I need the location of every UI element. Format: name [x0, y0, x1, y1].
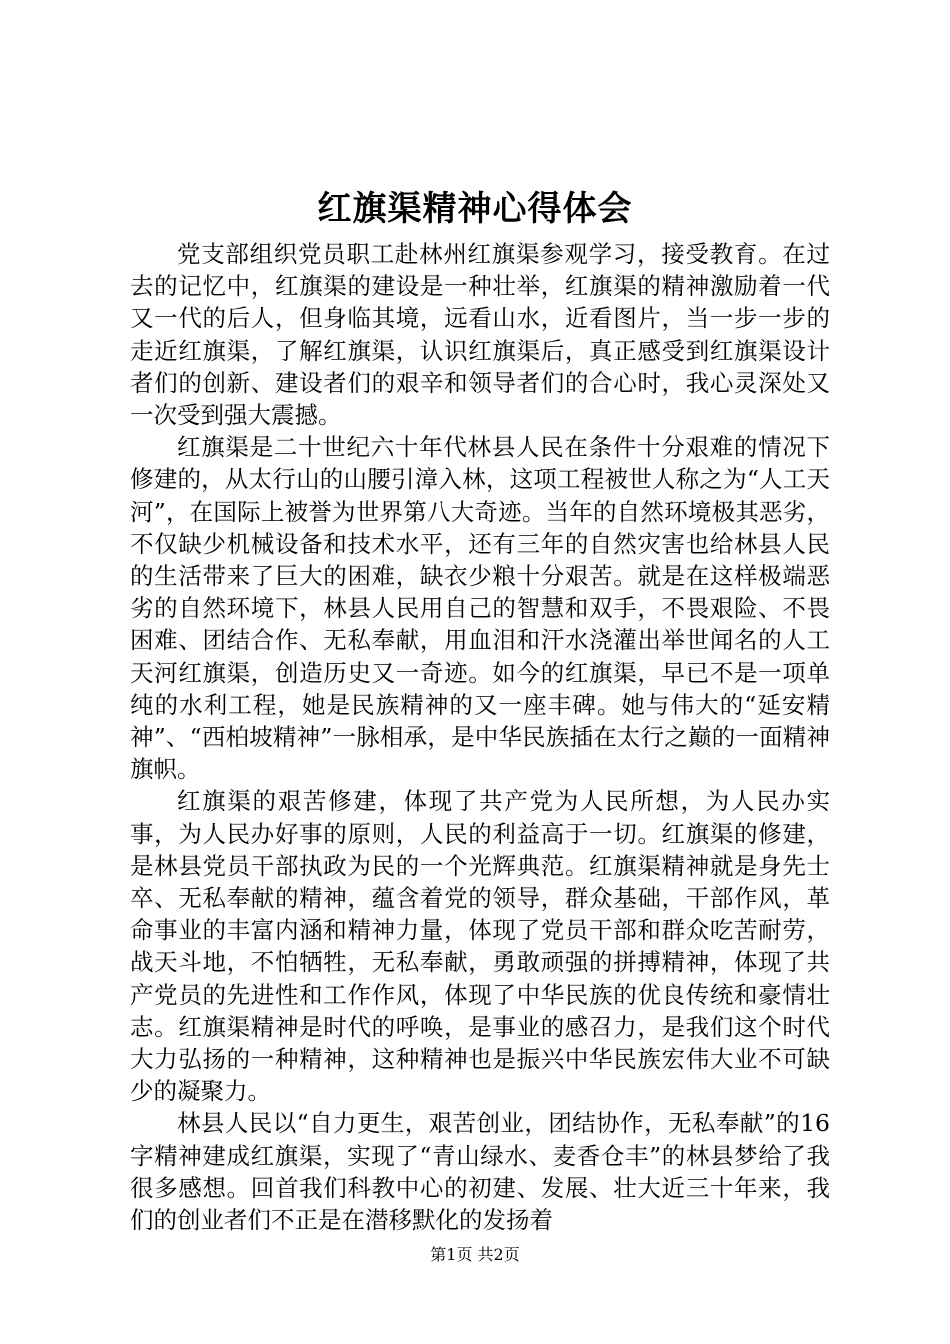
paragraph-1: 党支部组织党员职工赴林州红旗渠参观学习，接受教育。在过去的记忆中，红旗渠的建设是一种壮举，红旗渠的精神激励着一代又一代的后人，但身临其境，远看山水，近看图片，当一步一步的走近红旗渠，了解红旗渠，认识红旗渠后，真正感受到红旗渠设计者们的创新、建设者们的艰辛和领导者们的合心时，我心灵深处又一次受到强大震撼。: [130, 240, 830, 430]
paragraph-3: 红旗渠的艰苦修建，体现了共产党为人民所想，为人民办实事，为人民办好事的原则，人民的利益高于一切。红旗渠的修建，是林县党员干部执政为民的一个光辉典范。红旗渠精神就是身先士卒、无私奉献的精神，蕴含着党的领导，群众基础，干部作风，革命事业的丰富内涵和精神力量，体现了党员干部和群众吃苦耐劳，战天斗地，不怕牺牲，无私奉献，勇敢顽强的拼搏精神，体现了共产党员的先进性和工作作风，体现了中华民族的优良传统和豪情壮志。红旗渠精神是时代的呼唤，是事业的感召力，是我们这个时代大力弘扬的一种精神，这种精神也是振兴中华民族宏伟大业不可缺少的凝聚力。: [130, 787, 830, 1106]
page-footer: 第1页 共2页: [430, 1245, 520, 1264]
paragraph-2: 红旗渠是二十世纪六十年代林县人民在条件十分艰难的情况下修建的，从太行山的山腰引漳入林，这项工程被世人称之为“人工天河”，在国际上被誉为世界第八大奇迹。当年的自然环境极其恶劣，不仅缺少机械设备和技术水平，还有三年的自然灾害也给林县人民的生活带来了巨大的困难，缺衣少粮十分艰苦。就是在这样极端恶劣的自然环境下，林县人民用自己的智慧和双手，不畏艰险、不畏困难、团结合作、无私奉献，用血泪和汗水浇灌出举世闻名的人工天河红旗渠，创造历史又一奇迹。如今的红旗渠，早已不是一项单纯的水利工程，她是民族精神的又一座丰碑。她与伟大的“延安精神”、“西柏坡精神”一脉相承，是中华民族插在太行之巅的一面精神旗帜。: [130, 433, 830, 784]
document-title: 红旗渠精神心得体会: [317, 189, 633, 229]
paragraph-4: 林县人民以“自力更生，艰苦创业，团结协作，无私奉献”的16字精神建成红旗渠，实现了“青山绿水、麦香仓丰”的林县梦给了我很多感想。回首我们科教中心的初建、发展、壮大近三十年来，我们的创业者们不正是在潜移默化的发扬着: [130, 1109, 830, 1235]
document-body: [130, 238, 830, 1236]
